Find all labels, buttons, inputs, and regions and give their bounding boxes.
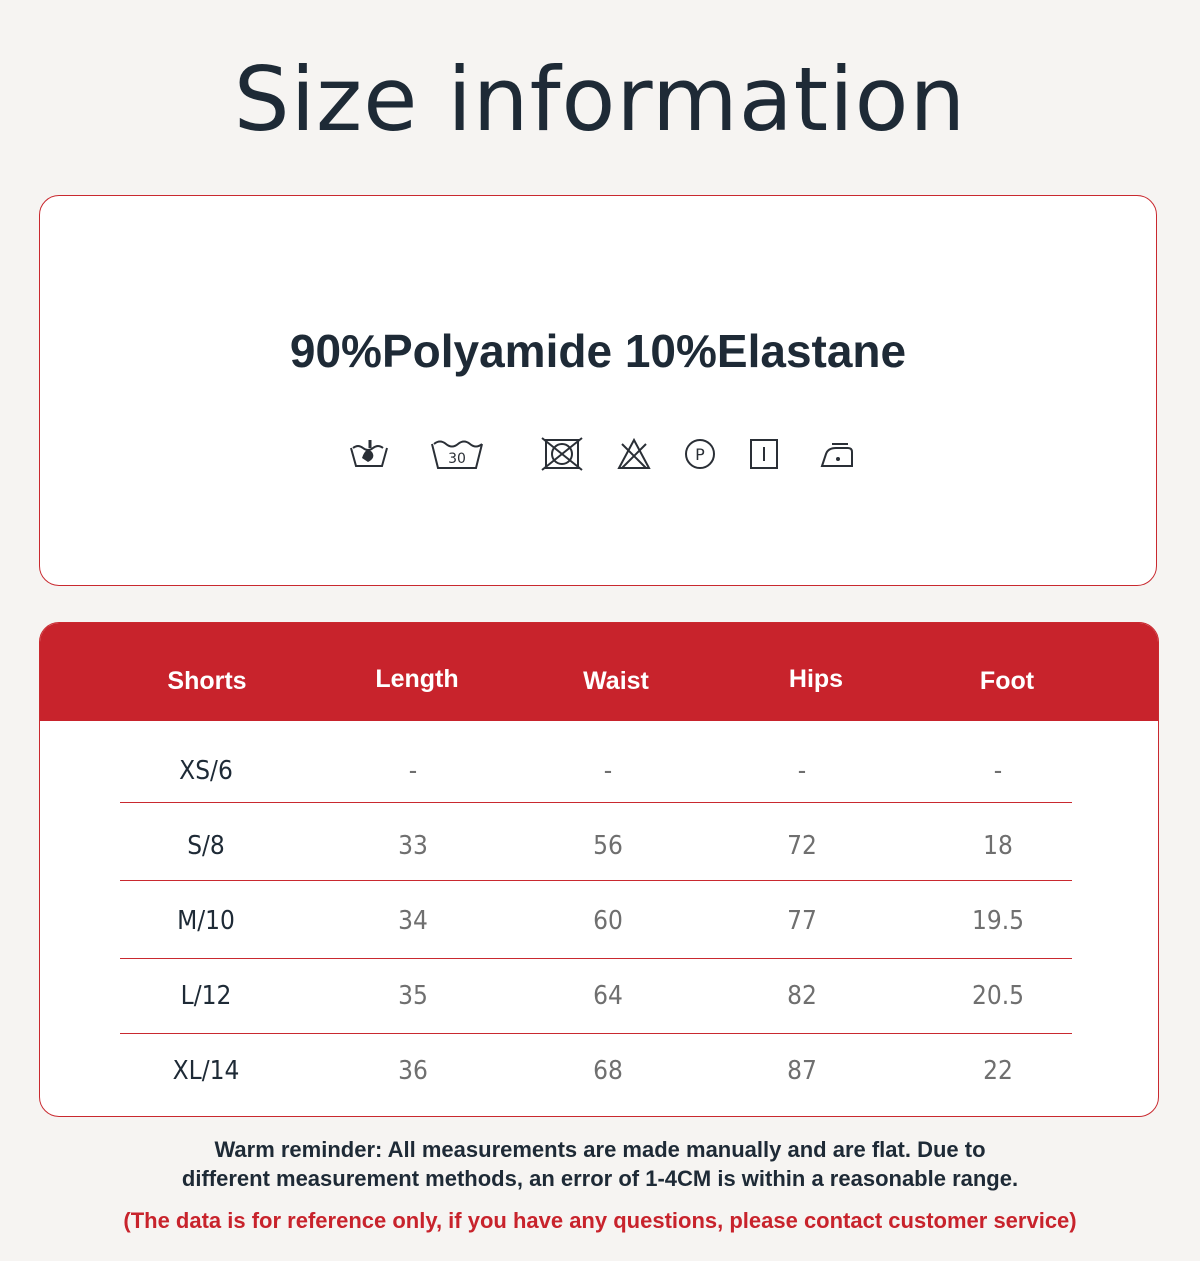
size-cell: XL/14: [172, 1056, 240, 1086]
length-cell: 33: [398, 831, 428, 861]
table-row: [40, 808, 1158, 884]
header-foot: Foot: [979, 667, 1035, 695]
header-waist: Waist: [583, 667, 649, 695]
do-not-bleach-icon: [616, 436, 652, 472]
size-cell: S/8: [187, 831, 225, 861]
dry-clean-p-icon: [682, 436, 718, 472]
waist-cell: 68: [593, 1056, 623, 1086]
hips-cell: -: [797, 756, 807, 786]
foot-cell: -: [993, 756, 1003, 786]
size-cell: XS/6: [179, 756, 233, 786]
care-icons-row: [40, 436, 1156, 476]
hips-cell: 82: [787, 981, 817, 1011]
page-title: Size information: [233, 48, 967, 151]
table-header-row: [40, 623, 1158, 721]
row-divider: [120, 802, 1072, 803]
iron-low-icon: [818, 436, 858, 472]
waist-cell: 64: [593, 981, 623, 1011]
length-cell: 36: [398, 1056, 428, 1086]
dry-clean-label: P: [695, 445, 705, 464]
waist-cell: -: [603, 756, 613, 786]
do-not-tumble-dry-icon: [540, 436, 584, 472]
table-row: [40, 1033, 1158, 1109]
wash-30-icon: [430, 436, 484, 472]
foot-cell: 20.5: [971, 981, 1025, 1011]
hips-cell: 77: [787, 906, 817, 936]
size-table: [39, 622, 1159, 1117]
reminder-line-1: Warm reminder: All measurements are made manually and are flat. Due to: [214, 1137, 986, 1162]
warm-reminder: [0, 1135, 1200, 1193]
dry-flat-icon: [746, 436, 782, 472]
size-cell: L/12: [180, 981, 232, 1011]
material-card: [39, 195, 1157, 586]
row-divider: [120, 880, 1072, 881]
wash-30-label: 30: [448, 451, 466, 467]
hips-cell: 87: [787, 1056, 817, 1086]
foot-cell: 22: [983, 1056, 1013, 1086]
header-shorts: Shorts: [167, 667, 247, 695]
header-length: Length: [375, 665, 459, 693]
table-row: [40, 733, 1158, 809]
foot-cell: 19.5: [971, 906, 1025, 936]
material-composition: 90%Polyamide 10%Elastane: [289, 325, 907, 377]
table-row: [40, 883, 1158, 959]
reminder-line-2: different measurement methods, an error of 1-4CM is within a reasonable range.: [181, 1166, 1019, 1191]
waist-cell: 56: [593, 831, 623, 861]
length-cell: 34: [398, 906, 428, 936]
reference-note: (The data is for reference only, if you have any questions, please contact customer service): [123, 1208, 1077, 1233]
length-cell: 35: [398, 981, 428, 1011]
waist-cell: 60: [593, 906, 623, 936]
size-cell: M/10: [177, 906, 235, 936]
header-hips: Hips: [788, 665, 844, 693]
table-row: [40, 958, 1158, 1034]
hips-cell: 72: [787, 831, 817, 861]
foot-cell: 18: [983, 831, 1013, 861]
hand-wash-icon: [348, 436, 390, 472]
length-cell: -: [408, 756, 418, 786]
